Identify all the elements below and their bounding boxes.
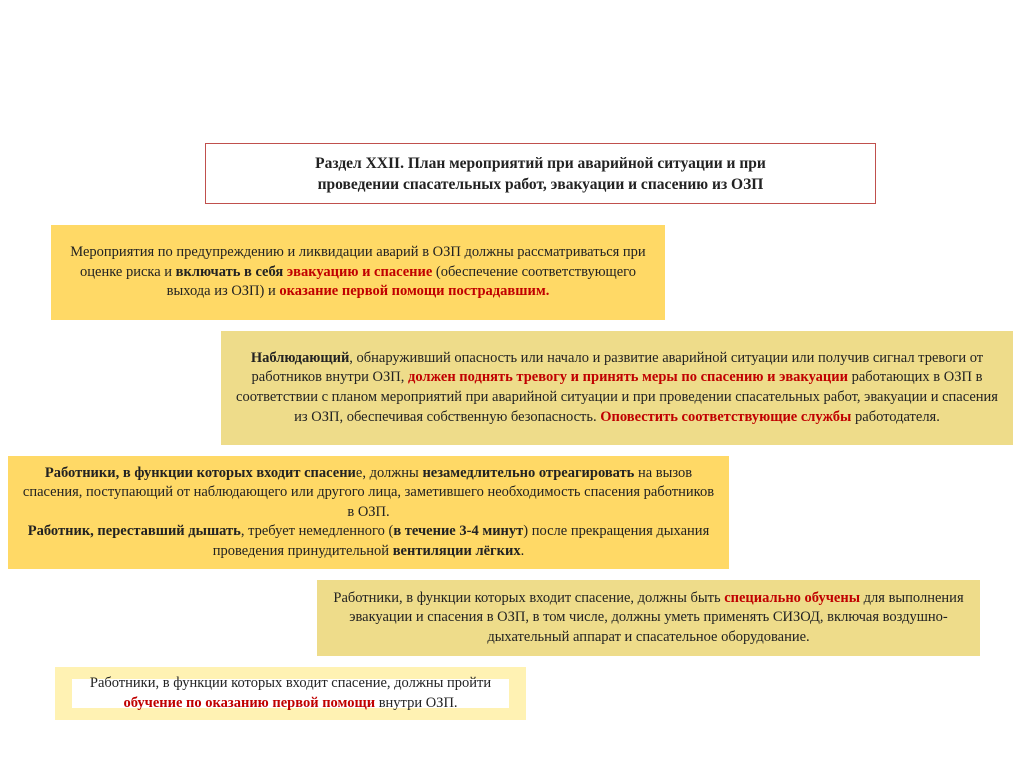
rescuer-training-box bbox=[317, 580, 980, 656]
prevention-measures-text: Мероприятия по предупреждению и ликвидации аварий в ОЗП должны рассматриваться при оценке риска и включать в себя эвакуацию и спасение (обеспечение соответствующего выхода из ОЗП) и оказание первой помощи пострадавшим. bbox=[70, 244, 646, 300]
prevention-measures-box bbox=[51, 225, 665, 320]
observer-duties-text: Наблюдающий, обнаруживший опасность или начало и развитие аварийной ситуации или получив сигнал тревоги от работников внутри ОЗП, должен поднять тревогу и принять меры по спасению и эвакуации работающих в ОЗП в соответствии с планом мероприятий при аварийной ситуации и при проведении спасательных работ, эвакуации и спасения из ОЗП, обеспечивая собственную безопасность. Оповестить соответствующие службы работодателя. bbox=[236, 349, 998, 425]
title-line-1: Раздел XXII. План мероприятий при аварийной ситуации и при bbox=[315, 154, 766, 172]
first-aid-training-text: Работники, в функции которых входит спасение, должны пройти обучение по оказанию первой помощи внутри ОЗП. bbox=[89, 674, 492, 711]
rescuer-response-text: Работники, в функции которых входит спасение, должны незамедлительно отреагировать на вызов спасения, поступающий от наблюдающего или другого лица, заметившего необходимость спасения работников в ОЗП. bbox=[22, 464, 715, 520]
title-line-2: проведении спасательных работ, эвакуации и спасению из ОЗП bbox=[317, 175, 764, 193]
rescuer-training-text: Работники, в функции которых входит спасение, должны быть специально обучены для выполнения эвакуации и спасения в ОЗП, в том числе, должны уметь применять СИЗОД, включая воздушно-дыхательный аппарат и спасательное оборудование. bbox=[333, 589, 964, 645]
rescuer-response-box bbox=[8, 456, 729, 569]
breathing-stop-text: Работник, переставший дышать, требует немедленного (в течение 3-4 минут) после прекращения дыхания проведения принудительной вентиляции лёгких. bbox=[27, 523, 710, 559]
section-title bbox=[205, 143, 876, 204]
observer-duties-box bbox=[221, 331, 1013, 445]
first-aid-training-box bbox=[55, 667, 526, 720]
